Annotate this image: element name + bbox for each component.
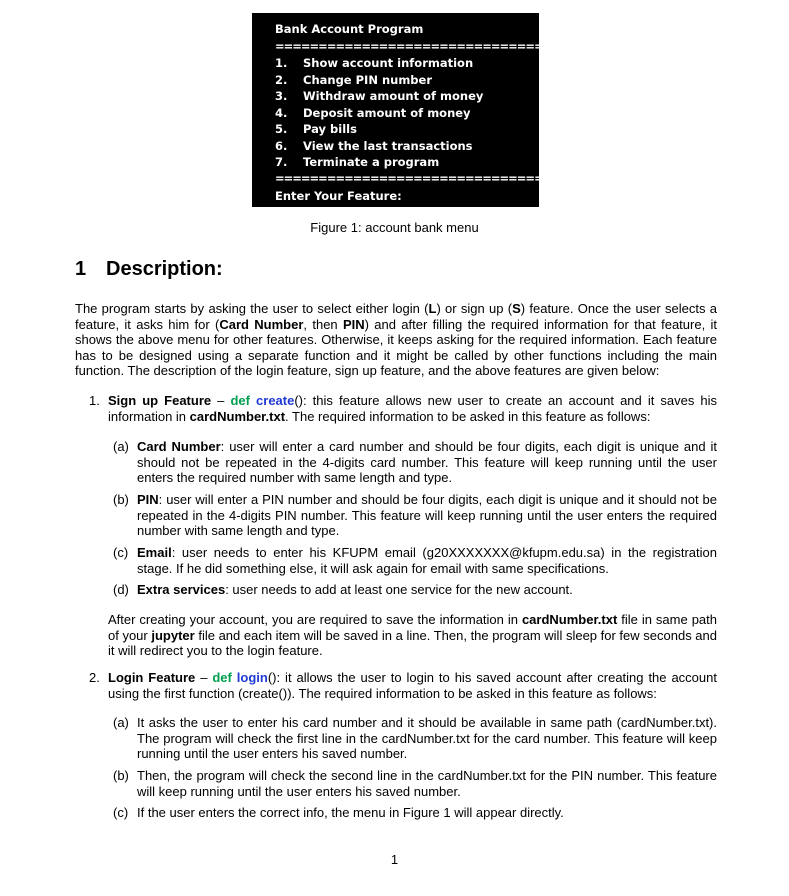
intro-paragraph: The program starts by asking the user to select either login (L) or sign up (S) feature. Once the user selects a feature, it asks him for (Card Number, then PIN) and after filling the required information for that feature, it shows the above menu for other features. Otherwise, it keeps asking for the required information. Each feature has to be designed using a separate function and it might be called by other functions including the main function. The description of the login feature, sign up feature, and the above features are given below: (75, 301, 718, 379)
list-item-signup: 1. Sign up Feature – def create(): this feature allows new user to create an account and it saves his information in cardNumber.txt. The required information to be asked in this feature as follows: (89, 393, 717, 424)
menu-item-5: 5. Pay bills (275, 122, 357, 136)
page-number: 1 (390, 852, 399, 867)
console-title: Bank Account Program (275, 22, 424, 36)
sub-item-menu-appear: (c) If the user enters the correct info, the menu in Figure 1 will appear directly. (113, 805, 564, 820)
sub-item-card-check: (a) It asks the user to enter his card number and it should be available in same path (cardNumber.txt). The program will check the first line in the cardNumber.txt for the card number. This feature will keep running until the user enters his saved number. (113, 715, 717, 762)
menu-item-7: 7. Terminate a program (275, 155, 440, 169)
menu-item-2: 2. Change PIN number (275, 72, 433, 87)
menu-item-6: 6. View the last transactions (275, 138, 473, 153)
console-rule-bottom: ================================= (275, 170, 560, 185)
sub-item-pin: (b) PIN: user will enter a PIN number and should be four digits, each digit is unique and it should not be repeated in the 4-digits PIN number. This feature will keep running until the user enters the required number with same length and type. (113, 492, 717, 539)
sub-item-email: (c) Email: user needs to enter his KFUPM email (g20XXXXXXX@kfupm.edu.sa) in the registration stage. If he did something else, it will ask again for email with same specifications. (113, 545, 717, 576)
menu-item-3: 3. Withdraw amount of money (275, 89, 484, 103)
menu-item-4: 4. Deposit amount of money (275, 105, 471, 120)
sub-item-extra-services: (d) Extra services: user needs to add at least one service for the new account. (113, 582, 573, 597)
sub-item-card-number: (a) Card Number: user will enter a card number and should be four digits, each digit is unique and it should not be repeated in the 4-digits card number. This feature will keep running until the user enters the required number with same length and type. (113, 439, 717, 486)
list-item-login: 2. Login Feature – def login(): it allows the user to login to his saved account after creating the account using the first function (create()). The required information to be asked in this feature as follows: (89, 670, 717, 701)
sub-item-pin-check: (b) Then, the program will check the second line in the cardNumber.txt for the PIN number. This feature will keep running until the user enters his saved number. (113, 768, 717, 799)
after-create-paragraph: After creating your account, you are required to save the information in cardNumber.txt file in same path of your jupyter file and each item will be saved in a line. Then, the program will sleep for few seconds and it will redirect you to the login feature. (108, 612, 717, 659)
menu-item-1: 1. Show account information (275, 56, 474, 70)
section-heading: 1 Description: (75, 258, 223, 280)
console-rule-top: ================================= (275, 39, 560, 53)
figure-caption: Figure 1: account bank menu (310, 220, 479, 235)
console-prompt: Enter Your Feature: (275, 188, 402, 203)
console-menu-figure (252, 13, 560, 207)
